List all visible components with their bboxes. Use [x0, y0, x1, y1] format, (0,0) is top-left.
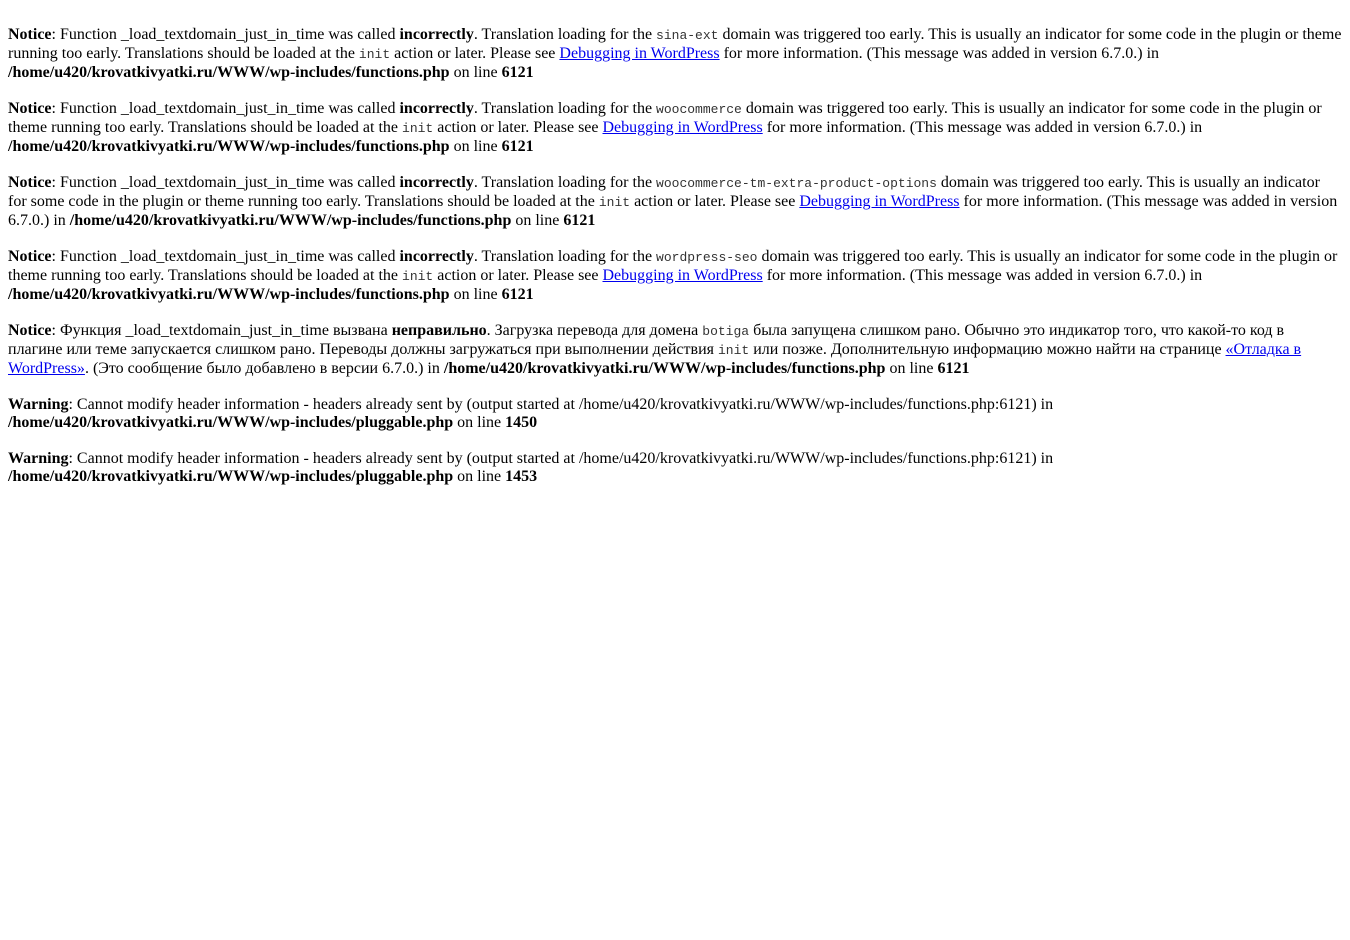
notice-label: Notice	[8, 248, 52, 265]
notice-text: action or later. Please see	[630, 193, 800, 210]
notice-text: . Translation loading for the	[473, 26, 657, 43]
notice-emphasis: incorrectly	[399, 26, 474, 43]
notice-text: domain was triggered too early. This is usually an indicator for some code in the plugin or theme running too early. Translations should be loaded at the	[8, 248, 1338, 284]
debugging-link[interactable]: Debugging in WordPress	[602, 267, 763, 284]
warning-label: Warning	[8, 450, 69, 467]
notice-message	[8, 26, 1342, 82]
notice-text: . Translation loading for the	[473, 248, 657, 265]
notice-text: . (Это сообщение было добавлено в версии 6.7.0.) in	[84, 360, 444, 377]
line-number: 1453	[505, 468, 538, 485]
notice-emphasis: incorrectly	[399, 248, 474, 265]
on-line-text: on line	[449, 138, 502, 155]
notice-message	[8, 248, 1342, 304]
notice-message	[8, 174, 1342, 230]
notice-text: for more information. (This message was added in version 6.7.0.) in	[762, 267, 1203, 284]
text-domain: wordpress-seo	[656, 250, 758, 265]
line-number: 6121	[501, 138, 534, 155]
debugging-link[interactable]: «Отладка в WordPress»	[8, 341, 1302, 377]
notice-text: была запущена слишком рано. Обычно это индикатор того, что какой-то код в плагине или теме запускается слишком рано. Переводы должны загружаться при выполнении действия	[8, 322, 1285, 358]
debugging-link[interactable]: Debugging in WordPress	[799, 193, 960, 210]
notice-text: domain was triggered too early. This is usually an indicator for some code in the plugin or theme running too early. Translations should be loaded at the	[8, 100, 1322, 136]
line-number: 6121	[501, 64, 534, 81]
notice-label: Notice	[8, 26, 52, 43]
notice-text: domain was triggered too early. This is usually an indicator for some code in the plugin or theme running too early. Translations should be loaded at the	[8, 26, 1342, 62]
file-path: /home/u420/krovatkivyatki.ru/WWW/wp-includes/functions.php	[69, 212, 512, 229]
notice-text: domain was triggered too early. This is usually an indicator for some code in the plugin or theme running too early. Translations should be loaded at the	[8, 174, 1320, 210]
hook-name: init	[402, 269, 434, 284]
hook-name: init	[598, 195, 631, 210]
notice-text: action or later. Please see	[433, 267, 603, 284]
text-domain: woocommerce-tm-extra-product-options	[656, 176, 937, 191]
warning-message	[8, 396, 1342, 432]
notice-label: Notice	[8, 100, 52, 117]
notice-text: for more information. (This message was added in version 6.7.0.) in	[8, 193, 1338, 229]
notice-text: : Function _load_textdomain_just_in_time was called	[51, 26, 400, 43]
notice-text: : Функция _load_textdomain_just_in_time вызвана	[51, 322, 392, 339]
hook-name: init	[358, 47, 391, 62]
notice-text: action or later. Please see	[433, 119, 603, 136]
text-domain: botiga	[702, 324, 750, 339]
on-line-text: on line	[453, 468, 506, 485]
debugging-link[interactable]: Debugging in WordPress	[602, 119, 763, 136]
file-path: /home/u420/krovatkivyatki.ru/WWW/wp-includes/functions.php	[8, 138, 450, 155]
notice-emphasis: неправильно	[391, 322, 487, 339]
notice-text: . Translation loading for the	[473, 100, 657, 117]
notice-text: или позже. Дополнительную информацию можно найти на странице	[749, 341, 1226, 358]
notice-text: action or later. Please see	[390, 45, 560, 62]
notice-emphasis: incorrectly	[399, 100, 474, 117]
warning-label: Warning	[8, 396, 69, 413]
line-number: 6121	[563, 212, 596, 229]
on-line-text: on line	[885, 360, 938, 377]
debugging-link[interactable]: Debugging in WordPress	[559, 45, 720, 62]
notice-label: Notice	[8, 174, 52, 191]
notice-text: for more information. (This message was added in version 6.7.0.) in	[762, 119, 1203, 136]
on-line-text: on line	[449, 286, 502, 303]
text-domain: woocommerce	[656, 102, 742, 117]
notice-text: for more information. (This message was added in version 6.7.0.) in	[719, 45, 1160, 62]
notice-text: : Function _load_textdomain_just_in_time was called	[51, 100, 400, 117]
file-path: /home/u420/krovatkivyatki.ru/WWW/wp-includes/functions.php	[8, 286, 450, 303]
on-line-text: on line	[449, 64, 502, 81]
notice-message	[8, 322, 1342, 378]
line-number: 1450	[505, 414, 538, 431]
file-path: /home/u420/krovatkivyatki.ru/WWW/wp-includes/pluggable.php	[8, 468, 454, 485]
file-path: /home/u420/krovatkivyatki.ru/WWW/wp-includes/pluggable.php	[8, 414, 454, 431]
hook-name: init	[402, 121, 434, 136]
notice-message	[8, 100, 1342, 156]
notice-emphasis: incorrectly	[399, 174, 474, 191]
file-path: /home/u420/krovatkivyatki.ru/WWW/wp-includes/functions.php	[8, 64, 450, 81]
warning-text: : Cannot modify header information - headers already sent by (output started at /home/u420/krovatkivyatki.ru/WWW/wp-includes/functions.php:6121) in	[68, 450, 1054, 467]
warning-message	[8, 450, 1342, 486]
text-domain: sina-ext	[656, 28, 719, 43]
notice-text: : Function _load_textdomain_just_in_time was called	[51, 174, 400, 191]
line-number: 6121	[937, 360, 970, 377]
notice-label: Notice	[8, 322, 52, 339]
notice-text: . Translation loading for the	[473, 174, 657, 191]
hook-name: init	[718, 343, 750, 358]
warning-text: : Cannot modify header information - headers already sent by (output started at /home/u420/krovatkivyatki.ru/WWW/wp-includes/functions.php:6121) in	[68, 396, 1054, 413]
file-path: /home/u420/krovatkivyatki.ru/WWW/wp-includes/functions.php	[443, 360, 886, 377]
notice-text: . Загрузка перевода для домена	[486, 322, 703, 339]
on-line-text: on line	[453, 414, 506, 431]
line-number: 6121	[501, 286, 534, 303]
notice-text: : Function _load_textdomain_just_in_time was called	[51, 248, 400, 265]
on-line-text: on line	[511, 212, 564, 229]
